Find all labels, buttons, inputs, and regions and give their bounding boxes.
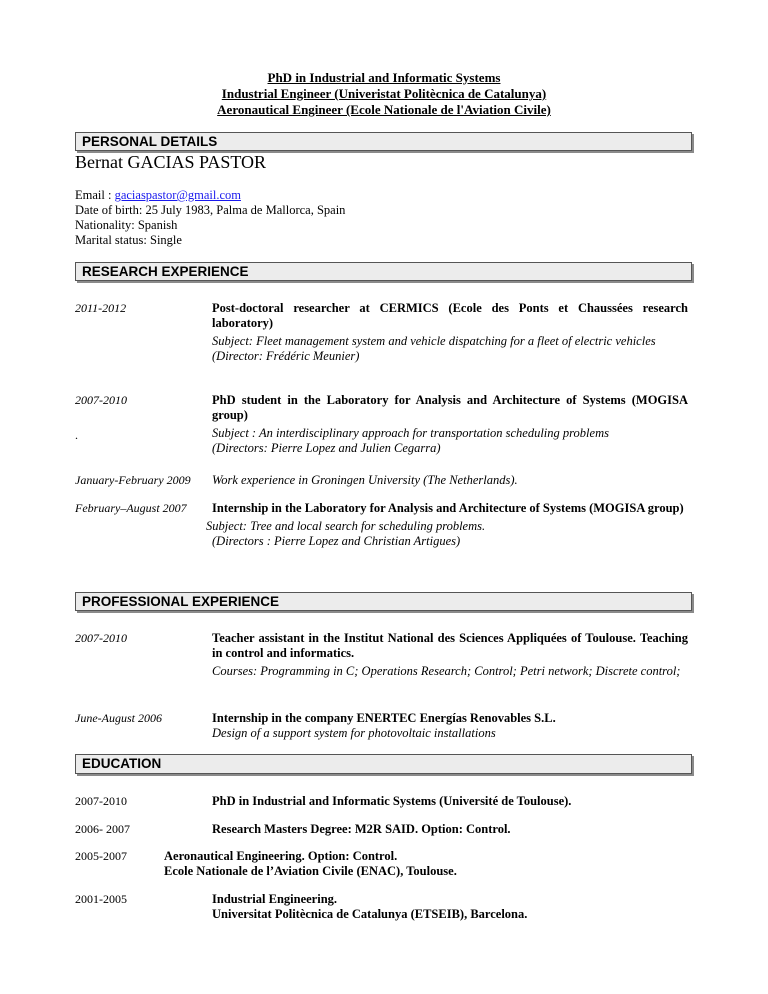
entry-subject: Subject: Fleet management system and vehicle dispatching for a fleet of electric vehicles (212, 334, 656, 348)
section-title: PERSONAL DETAILS (82, 134, 218, 149)
entry-title: Internship in the company ENERTEC Energías Renovables S.L. (212, 711, 556, 725)
entry-date: 2007-2010 (75, 794, 127, 808)
person-name: Bernat GACIAS PASTOR (75, 152, 267, 172)
marital-status: Marital status: Single (75, 233, 182, 247)
entry-director: (Directors : Pierre Lopez and Christian Artigues) (212, 534, 461, 548)
email-link[interactable]: gaciaspastor@gmail.com (114, 188, 241, 202)
entry-date: 2007-2010 (75, 393, 127, 407)
entry-text: Work experience in Groningen University (The Netherlands). (212, 473, 518, 487)
entry-title: Post-doctoral researcher at CERMICS (Ecole des Ponts et Chaussées research laboratory) (212, 301, 688, 330)
section-title: EDUCATION (82, 756, 162, 771)
professional-entry (212, 631, 688, 679)
header-degree-phd: PhD in Industrial and Informatic Systems (267, 70, 501, 85)
education-entry-title: Research Masters Degree: M2R SAID. Option: Control. (212, 822, 511, 836)
date-of-birth: Date of birth: 25 July 1983, Palma de Mallorca, Spain (75, 203, 346, 217)
entry-date: January-February 2009 (75, 473, 191, 487)
education-entry-institution: Ecole Nationale de l’Aviation Civile (ENAC), Toulouse. (164, 864, 457, 878)
entry-subject: Subject: Tree and local search for scheduling problems. (206, 519, 486, 533)
entry-marker: . (75, 428, 78, 442)
education-entry-institution: Universitat Politècnica de Catalunya (ETSEIB), Barcelona. (212, 907, 528, 921)
entry-courses: Courses: Programming in C; Operations Research; Control; Petri network; Discrete control; (212, 664, 681, 678)
education-entry-title: Aeronautical Engineering. Option: Control. (164, 849, 398, 863)
header-degree-aeronautical: Aeronautical Engineer (Ecole Nationale de l'Aviation Civile) (217, 102, 551, 117)
entry-date: 2006- 2007 (75, 822, 130, 836)
entry-date: 2011-2012 (75, 301, 127, 315)
entry-date: June-August 2006 (75, 711, 162, 725)
header-degree-industrial: Industrial Engineer (Univeristat Politècnica de Catalunya) (221, 86, 547, 101)
section-title: RESEARCH EXPERIENCE (82, 264, 249, 279)
research-entry (212, 301, 688, 364)
entry-date: 2005-2007 (75, 849, 127, 863)
section-title: PROFESSIONAL EXPERIENCE (82, 594, 280, 609)
email-label: Email : (75, 188, 115, 202)
nationality: Nationality: Spanish (75, 218, 178, 232)
entry-title: Internship in the Laboratory for Analysis and Architecture of Systems (MOGISA group) (212, 501, 684, 515)
entry-date: 2007-2010 (75, 631, 127, 645)
entry-subject: Subject : An interdisciplinary approach for transportation scheduling problems (212, 426, 609, 440)
research-entry (212, 393, 688, 456)
entry-title: PhD student in the Laboratory for Analysis and Architecture of Systems (MOGISA group) (212, 393, 688, 422)
section-header-education (75, 754, 692, 774)
entry-director: (Director: Frédéric Meunier) (212, 349, 360, 363)
section-header-personal-details (75, 132, 692, 151)
entry-date: February–August 2007 (75, 501, 187, 515)
professional-entry (212, 711, 688, 741)
entry-date: 2001-2005 (75, 892, 127, 906)
entry-subject: Design of a support system for photovoltaic installations (212, 726, 496, 740)
email-line (75, 188, 241, 203)
entry-director: (Directors: Pierre Lopez and Julien Cegarra) (212, 441, 441, 455)
education-entry-title: Industrial Engineering. (212, 892, 338, 906)
education-entry-title: PhD in Industrial and Informatic Systems (Université de Toulouse). (212, 794, 572, 808)
section-header-research-experience (75, 262, 692, 281)
research-entry (206, 501, 688, 549)
section-header-professional-experience (75, 592, 692, 611)
entry-title: Teacher assistant in the Institut National des Sciences Appliquées of Toulouse. Teaching in control and informatics. (212, 631, 688, 660)
